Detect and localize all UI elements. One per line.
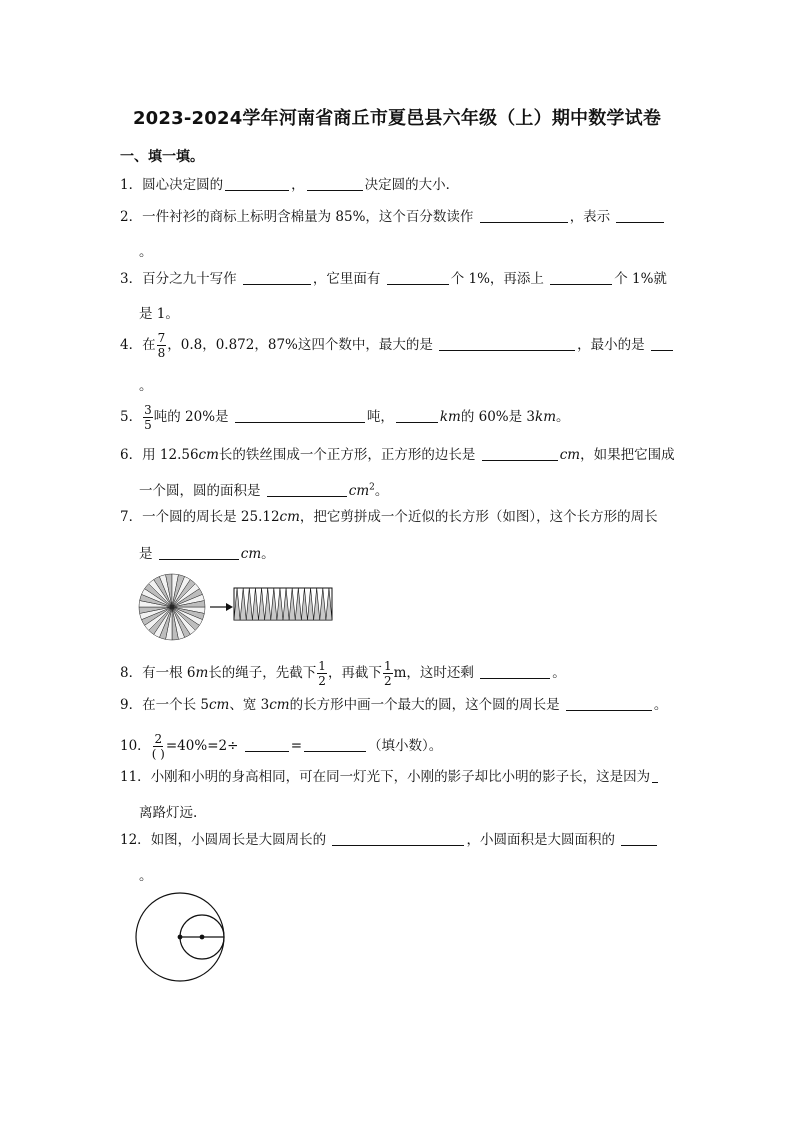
- question-text: 个 1%就: [614, 271, 667, 287]
- unit-label: cm: [279, 509, 300, 525]
- question-text: ，再截下: [327, 665, 382, 681]
- question-6-continued: [139, 479, 388, 499]
- question-4: [120, 332, 676, 359]
- unit-label: cm: [559, 447, 581, 463]
- question-text: =: [290, 738, 303, 754]
- unit-label: cm: [198, 447, 219, 463]
- question-text: 一个圆的周长是 25.12: [142, 509, 280, 525]
- question-7-continued: [139, 542, 275, 562]
- question-text: （填小数）。: [368, 738, 443, 754]
- question-text: 圆心决定圆的: [142, 177, 224, 193]
- fraction: [152, 733, 165, 760]
- question-number: 5．: [120, 409, 143, 425]
- question-text: =40%=2÷: [165, 738, 239, 754]
- unit-label: cm: [269, 697, 290, 713]
- question-3: [120, 272, 676, 287]
- answer-blank[interactable]: [616, 210, 664, 223]
- question-7: [120, 511, 676, 525]
- question-2: [120, 210, 676, 225]
- question-text: ，如果把它围成: [580, 447, 675, 463]
- answer-blank[interactable]: [304, 739, 366, 752]
- question-text: ，: [291, 177, 305, 193]
- circle-to-rectangle-figure: [134, 570, 344, 644]
- question-text: 。: [552, 665, 566, 681]
- question-number: 8．: [120, 665, 143, 681]
- question-text: 一件衬衫的商标上标明含棉量为 85%，这个百分数读作: [142, 209, 474, 225]
- answer-blank[interactable]: [651, 338, 673, 351]
- question-1: [120, 178, 676, 193]
- fraction-denominator: 5: [144, 418, 152, 432]
- unit-label: m: [195, 665, 209, 681]
- question-text: 。: [261, 546, 275, 562]
- question-number: 9．: [120, 697, 143, 713]
- unit-label: km: [535, 409, 556, 425]
- question-number: 10．: [120, 738, 151, 754]
- answer-blank[interactable]: [480, 666, 550, 679]
- fraction-denominator: 2: [318, 674, 326, 688]
- fraction: [143, 404, 153, 431]
- fraction-numerator: 7: [157, 331, 166, 345]
- fraction-denominator: 8: [157, 346, 166, 360]
- fraction: [157, 332, 167, 359]
- small-center-dot: [200, 935, 205, 940]
- question-number: 11．: [120, 769, 151, 785]
- question-text: 的长方形中画一个最大的圆，这个圆的周长是: [289, 697, 560, 713]
- answer-blank[interactable]: [550, 272, 612, 285]
- question-text: 的 60%是 3: [460, 409, 536, 425]
- section-heading: 一、填一填。: [120, 149, 204, 165]
- question-text: 长的绳子，先截下: [208, 665, 317, 681]
- answer-blank[interactable]: [396, 410, 438, 423]
- question-text: ，小圆面积是大圆面积的: [466, 832, 615, 848]
- question-text: 有一根 6: [142, 665, 196, 681]
- unit-label: cm: [240, 546, 262, 562]
- question-text: m，这时还剩: [393, 665, 474, 681]
- answer-blank[interactable]: [235, 410, 365, 423]
- answer-blank[interactable]: [482, 448, 558, 461]
- question-text: 是: [139, 546, 153, 562]
- large-center-dot: [178, 935, 183, 940]
- answer-blank[interactable]: [332, 833, 464, 846]
- question-number: 7．: [120, 509, 143, 525]
- answer-blank[interactable]: [621, 833, 657, 846]
- answer-blank[interactable]: [439, 338, 575, 351]
- question-12: [120, 833, 676, 848]
- question-text: 决定圆的大小．: [364, 177, 460, 193]
- question-number: 12．: [120, 832, 151, 848]
- question-text: 小刚和小明的身高相同，可在同一灯光下，小刚的影子却比小明的影子长，这是因为: [150, 769, 651, 785]
- question-text: 百分之九十写作: [142, 271, 237, 287]
- question-text: 。: [139, 868, 153, 884]
- question-text: 一个圆，圆的面积是: [139, 483, 261, 499]
- question-8: [120, 660, 676, 687]
- sectored-circle: [139, 574, 205, 640]
- fraction-denominator: ( ): [151, 747, 165, 761]
- answer-blank[interactable]: [267, 484, 347, 497]
- question-text: 是 1。: [139, 306, 179, 322]
- question-text: 。: [653, 697, 668, 713]
- question-text: ，它里面有: [312, 271, 381, 287]
- question-text: 在一个长 5: [142, 697, 209, 713]
- question-text: 。: [139, 378, 153, 394]
- superscript: 2: [369, 482, 375, 493]
- question-9: [120, 698, 676, 713]
- answer-blank[interactable]: [307, 178, 363, 191]
- fraction-numerator: 1: [318, 659, 326, 673]
- answer-blank[interactable]: [225, 178, 289, 191]
- unit-label: km: [439, 409, 461, 425]
- question-number: 2．: [120, 209, 143, 225]
- question-number: 6．: [120, 447, 143, 463]
- question-text: 。: [139, 244, 153, 260]
- answer-blank[interactable]: [245, 739, 289, 752]
- question-text: ，把它剪拼成一个近似的长方形（如图），这个长方形的周长: [299, 509, 658, 525]
- question-6: [120, 448, 676, 463]
- circles-figure: [134, 890, 234, 986]
- answer-blank[interactable]: [387, 272, 449, 285]
- answer-blank[interactable]: [566, 698, 652, 711]
- answer-blank[interactable]: [243, 272, 311, 285]
- question-5: [120, 404, 676, 431]
- question-text: 个 1%，再添上: [450, 271, 544, 287]
- answer-blank[interactable]: [159, 547, 239, 560]
- question-text: 。: [374, 483, 389, 499]
- question-text: 如图，小圆周长是大圆周长的: [150, 832, 327, 848]
- arrow-head: [226, 603, 233, 611]
- question-text: 离路灯远.: [139, 805, 198, 821]
- fraction: [317, 660, 327, 687]
- unit-label: cm: [348, 483, 370, 499]
- question-text: 、宽 3: [229, 697, 270, 713]
- question-text: 吨的 20%是: [153, 409, 229, 425]
- question-text: ，表示: [569, 209, 611, 225]
- exam-title: 2023-2024学年河南省商丘市夏邑县六年级（上）期中数学试卷: [132, 108, 662, 129]
- question-text: ，最小的是: [577, 337, 645, 353]
- question-number: 3．: [120, 271, 143, 287]
- question-11: [120, 770, 676, 785]
- question-10: [120, 733, 676, 760]
- question-number: 4．: [120, 337, 143, 353]
- question-text: 长的铁丝围成一个正方形，正方形的边长是: [218, 447, 476, 463]
- fraction-numerator: 3: [144, 403, 152, 417]
- question-text: 用 12.56: [142, 447, 199, 463]
- question-text: 。: [556, 409, 570, 425]
- fraction-denominator: 2: [383, 674, 392, 688]
- question-text: ，0.8，0.872，87%这四个数中，最大的是: [167, 337, 433, 353]
- question-number: 1．: [120, 177, 143, 193]
- fraction-numerator: 2: [154, 732, 163, 746]
- question-text: 在: [142, 337, 156, 353]
- fraction: [383, 660, 393, 687]
- answer-blank[interactable]: [652, 770, 658, 783]
- fraction-numerator: 1: [383, 659, 392, 673]
- question-text: 吨，: [366, 409, 394, 425]
- unit-label: cm: [208, 697, 230, 713]
- answer-blank[interactable]: [480, 210, 568, 223]
